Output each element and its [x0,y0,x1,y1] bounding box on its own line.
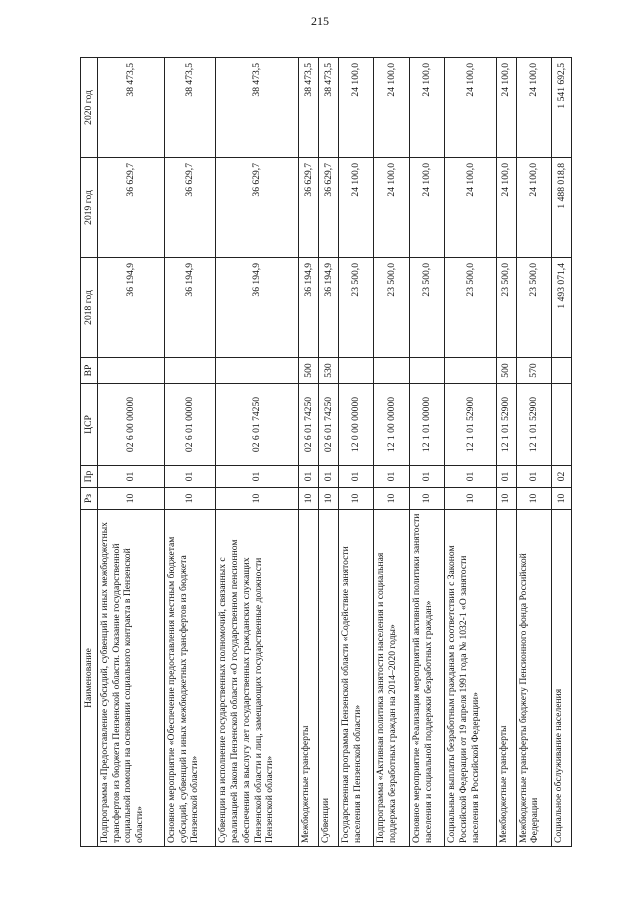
cell-vr [216,358,299,384]
cell-2018: 36 194,9 [319,258,339,358]
cell-2020: 38 473,5 [299,58,319,158]
cell-pr: 01 [496,466,516,488]
cell-csr: 02 6 01 00000 [165,384,216,466]
header-vr: ВР [81,358,98,384]
cell-2018: 36 194,9 [216,258,299,358]
cell-2020: 24 100,0 [516,58,552,158]
cell-csr: 02 6 01 74250 [319,384,339,466]
cell-name: Социальное обслуживание населения [552,510,572,847]
page-number: 215 [311,14,329,28]
cell-csr: 12 1 01 00000 [409,384,445,466]
cell-name: Государственная программа Пензенской области «Содействие занятости населения в Пензенской области» [338,510,374,847]
cell-pr: 01 [98,466,165,488]
cell-name: Основное мероприятие «Обеспечение предоставления местным бюджетам субсидий, субвенций и иных межбюджетных трансфертов из бюджета Пензенской области» [165,510,216,847]
cell-rz: 10 [216,488,299,510]
cell-2018: 36 194,9 [299,258,319,358]
header-2019: 2019 год [81,158,98,258]
cell-vr [338,358,374,384]
header-2020: 2020 год [81,58,98,158]
cell-2018: 36 194,9 [165,258,216,358]
cell-2019: 24 100,0 [374,158,410,258]
header-csr: ЦСР [81,384,98,466]
table-row [98,58,165,847]
table-row [445,58,496,847]
cell-csr: 12 1 01 52900 [496,384,516,466]
table-header-row [81,58,98,847]
cell-2020: 1 541 692,5 [552,58,572,158]
table-row [299,58,319,847]
cell-name: Основное мероприятие «Реализация мероприятий активной политики занятости населения и социальной поддержки безработных граждан» [409,510,445,847]
cell-rz: 10 [165,488,216,510]
cell-csr: 12 0 00 00000 [338,384,374,466]
cell-2018: 23 500,0 [445,258,496,358]
cell-2018: 23 500,0 [409,258,445,358]
cell-rz: 10 [98,488,165,510]
cell-2020: 24 100,0 [445,58,496,158]
cell-pr: 01 [516,466,552,488]
cell-2019: 36 629,7 [165,158,216,258]
cell-2018: 36 194,9 [98,258,165,358]
cell-pr: 01 [445,466,496,488]
table-row [165,58,216,847]
cell-rz: 10 [374,488,410,510]
cell-2020: 38 473,5 [98,58,165,158]
cell-2020: 24 100,0 [496,58,516,158]
cell-vr: 500 [496,358,516,384]
cell-rz: 10 [496,488,516,510]
cell-2020: 38 473,5 [216,58,299,158]
cell-2019: 24 100,0 [516,158,552,258]
cell-2018: 23 500,0 [338,258,374,358]
cell-vr [98,358,165,384]
header-2018: 2018 год [81,258,98,358]
rotated-table-inner [80,58,572,847]
cell-2018: 23 500,0 [496,258,516,358]
table-row [552,58,572,847]
cell-rz: 10 [319,488,339,510]
cell-rz: 10 [516,488,552,510]
budget-table [80,57,572,847]
cell-csr: 12 1 00 00000 [374,384,410,466]
header-name: Наименование [81,510,98,847]
cell-rz: 10 [338,488,374,510]
cell-vr: 570 [516,358,552,384]
cell-pr: 01 [165,466,216,488]
cell-vr: 530 [319,358,339,384]
cell-2019: 24 100,0 [409,158,445,258]
cell-2020: 38 473,5 [319,58,339,158]
table-row [409,58,445,847]
cell-rz: 10 [552,488,572,510]
cell-pr: 01 [374,466,410,488]
table-row [216,58,299,847]
cell-2019: 36 629,7 [216,158,299,258]
cell-csr: 02 6 01 74250 [299,384,319,466]
cell-2019: 36 629,7 [299,158,319,258]
cell-name: Межбюджетные трансферты бюджету Пенсионного фонда Российской Федерации [516,510,552,847]
cell-pr: 01 [216,466,299,488]
cell-2019: 24 100,0 [496,158,516,258]
cell-name: Субвенции [319,510,339,847]
cell-2018: 23 500,0 [374,258,410,358]
cell-rz: 10 [409,488,445,510]
cell-csr: 02 6 01 74250 [216,384,299,466]
table-row [496,58,516,847]
cell-2020: 24 100,0 [374,58,410,158]
cell-name: Социальные выплаты безработным гражданам в соответствии с Законом Российской Федерации от 19 апреля 1991 года № 1032-1 «О занятости населения в Российской Федерации» [445,510,496,847]
cell-csr [552,384,572,466]
cell-name: Межбюджетные трансферты [496,510,516,847]
cell-2019: 24 100,0 [445,158,496,258]
table-row [319,58,339,847]
cell-rz: 10 [299,488,319,510]
cell-2020: 24 100,0 [409,58,445,158]
cell-name: Межбюджетные трансферты [299,510,319,847]
cell-2019: 36 629,7 [98,158,165,258]
table-row [338,58,374,847]
cell-vr [165,358,216,384]
cell-2020: 24 100,0 [338,58,374,158]
rotated-table-area [80,58,572,847]
cell-vr: 500 [299,358,319,384]
table-row [374,58,410,847]
table-row [516,58,552,847]
cell-2019: 24 100,0 [338,158,374,258]
cell-csr: 12 1 01 52900 [445,384,496,466]
cell-2018: 1 493 071,4 [552,258,572,358]
cell-2019: 1 488 018,8 [552,158,572,258]
header-rz: Рз [81,488,98,510]
cell-vr [445,358,496,384]
header-pr: Пр [81,466,98,488]
cell-name: Подпрограмма «Предоставление субсидий, субвенций и иных межбюджетных трансфертов из бюджета Пензенской области. Оказание государственной социальной помощи на основании социального контракта в Пензенской области» [98,510,165,847]
cell-pr: 01 [338,466,374,488]
cell-pr: 01 [299,466,319,488]
cell-vr [552,358,572,384]
cell-csr: 12 1 01 52900 [516,384,552,466]
cell-name: Подпрограмма «Активная политика занятости населения и социальная поддержка безработных граждан на 2014–2020 годы» [374,510,410,847]
cell-pr: 01 [409,466,445,488]
cell-2018: 23 500,0 [516,258,552,358]
cell-2019: 36 629,7 [319,158,339,258]
cell-pr: 02 [552,466,572,488]
cell-rz: 10 [445,488,496,510]
cell-pr: 01 [319,466,339,488]
cell-vr [409,358,445,384]
cell-2020: 38 473,5 [165,58,216,158]
cell-vr [374,358,410,384]
cell-csr: 02 6 00 00000 [98,384,165,466]
cell-name: Субвенции на исполнение государственных полномочий, связанных с реализацией Закона Пензенской области «О государственном пенсионном обеспечении за выслугу лет государственных гражданских служащих Пензенской области и лиц, замещающих государственные должности Пензенской области» [216,510,299,847]
